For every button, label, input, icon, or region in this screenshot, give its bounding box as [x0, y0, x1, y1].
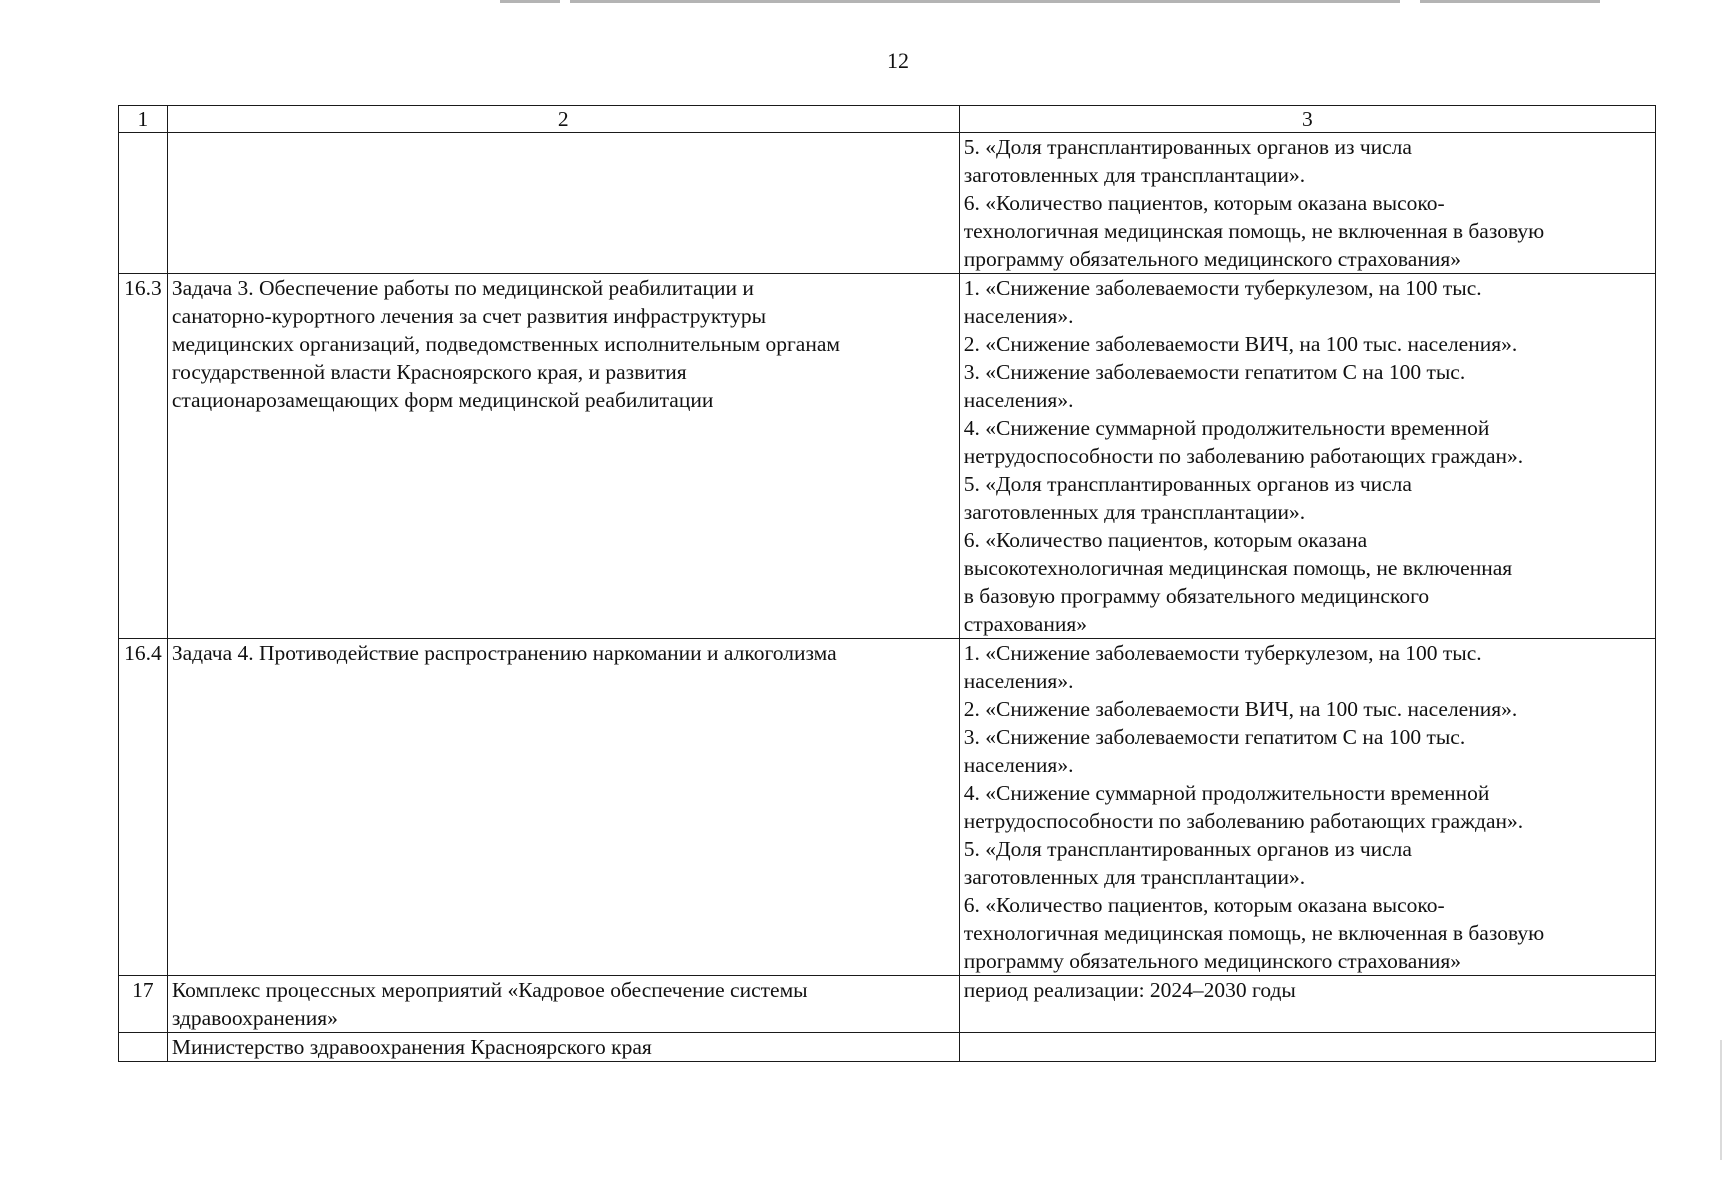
- task-cell: [167, 639, 959, 976]
- indicator-text-line: 5. «Доля трансплантированных органов из числа: [963, 472, 1412, 496]
- header-col-3: 3: [959, 106, 1655, 133]
- table-row: [119, 976, 1656, 1033]
- indicator-text-line: населения».: [963, 753, 1074, 777]
- indicator-text-line: 2. «Снижение заболеваемости ВИЧ, на 100 тыс. населения».: [963, 332, 1518, 356]
- indicator-text-line: 1. «Снижение заболеваемости туберкулезом, на 100 тыс.: [963, 276, 1482, 300]
- document-table: [118, 105, 1656, 1062]
- indicator-text-line: период реализации: 2024–2030 годы: [963, 978, 1296, 1002]
- row-number-cell: 16.4: [119, 639, 168, 976]
- indicator-text-line: 5. «Доля трансплантированных органов из числа: [963, 837, 1412, 861]
- task-cell: [167, 976, 959, 1033]
- indicator-text-line: заготовленных для трансплантации».: [963, 865, 1306, 889]
- task-text-line: Комплекс процессных мероприятий «Кадровое обеспечение системы: [171, 978, 808, 1002]
- table-row: [119, 639, 1656, 976]
- indicator-text-line: нетрудоспособности по заболеванию работающих граждан».: [963, 809, 1524, 833]
- indicator-text-line: программу обязательного медицинского страхования»: [963, 247, 1461, 271]
- indicator-text-line: в базовую программу обязательного медицинского: [963, 584, 1430, 608]
- table-body: [119, 133, 1656, 1062]
- indicators-cell: [959, 133, 1655, 274]
- table-row: [119, 1033, 1656, 1062]
- indicator-text-line: населения».: [963, 304, 1074, 328]
- task-text-line: Задача 3. Обеспечение работы по медицинской реабилитации и: [171, 276, 754, 300]
- indicator-text-line: технологичная медицинская помощь, не включенная в базовую: [963, 921, 1545, 945]
- indicator-text-line: технологичная медицинская помощь, не включенная в базовую: [963, 219, 1545, 243]
- indicators-cell: [959, 976, 1655, 1033]
- indicator-text-line: 4. «Снижение суммарной продолжительности временной: [963, 416, 1490, 440]
- indicator-text-line: 6. «Количество пациентов, которым оказана высоко-: [963, 191, 1445, 215]
- indicator-text-line: заготовленных для трансплантации».: [963, 500, 1306, 524]
- indicators-cell: [959, 639, 1655, 976]
- scan-artifact-top: [500, 0, 1600, 3]
- indicator-text-line: населения».: [963, 669, 1074, 693]
- row-number-cell: 17: [119, 976, 168, 1033]
- task-text-line: здравоохранения»: [171, 1006, 338, 1030]
- table-header-row: [119, 106, 1656, 133]
- table-row: [119, 133, 1656, 274]
- indicator-text-line: 1. «Снижение заболеваемости туберкулезом, на 100 тыс.: [963, 641, 1482, 665]
- page-number: 12: [887, 48, 909, 73]
- task-cell: [167, 274, 959, 639]
- task-text-line: медицинских организаций, подведомственных исполнительным органам: [171, 332, 840, 356]
- indicator-text-line: нетрудоспособности по заболеванию работающих граждан».: [963, 444, 1524, 468]
- indicator-text-line: 3. «Снижение заболеваемости гепатитом С на 100 тыс.: [963, 360, 1466, 384]
- task-text-line: стационарозамещающих форм медицинской реабилитации: [171, 388, 714, 412]
- indicators-cell: [959, 274, 1655, 639]
- task-text-line: государственной власти Красноярского края, и развития: [171, 360, 687, 384]
- task-cell: [167, 133, 959, 274]
- task-text-line: Задача 4. Противодействие распространению наркомании и алкоголизма: [171, 641, 837, 665]
- indicator-text-line: 6. «Количество пациентов, которым оказана высоко-: [963, 893, 1445, 917]
- header-col-2: 2: [167, 106, 959, 133]
- indicator-text-line: 6. «Количество пациентов, которым оказана: [963, 528, 1368, 552]
- task-text-line: Министерство здравоохранения Красноярского края: [171, 1035, 652, 1059]
- indicator-text-line: 5. «Доля трансплантированных органов из числа: [963, 135, 1412, 159]
- indicator-text-line: 3. «Снижение заболеваемости гепатитом С на 100 тыс.: [963, 725, 1466, 749]
- indicators-cell: [959, 1033, 1655, 1062]
- indicator-text-line: страхования»: [963, 612, 1087, 636]
- indicator-text-line: 4. «Снижение суммарной продолжительности временной: [963, 781, 1490, 805]
- indicator-text-line: 2. «Снижение заболеваемости ВИЧ, на 100 тыс. населения».: [963, 697, 1518, 721]
- task-text-line: санаторно-курортного лечения за счет развития инфраструктуры: [171, 304, 767, 328]
- indicator-text-line: населения».: [963, 388, 1074, 412]
- task-cell: [167, 1033, 959, 1062]
- indicator-text-line: программу обязательного медицинского страхования»: [963, 949, 1461, 973]
- indicator-text-line: высокотехнологичная медицинская помощь, не включенная: [963, 556, 1513, 580]
- indicator-text-line: заготовленных для трансплантации».: [963, 163, 1306, 187]
- table-row: [119, 274, 1656, 639]
- row-number-cell: [119, 133, 168, 274]
- header-col-1: 1: [119, 106, 168, 133]
- row-number-cell: [119, 1033, 168, 1062]
- row-number-cell: 16.3: [119, 274, 168, 639]
